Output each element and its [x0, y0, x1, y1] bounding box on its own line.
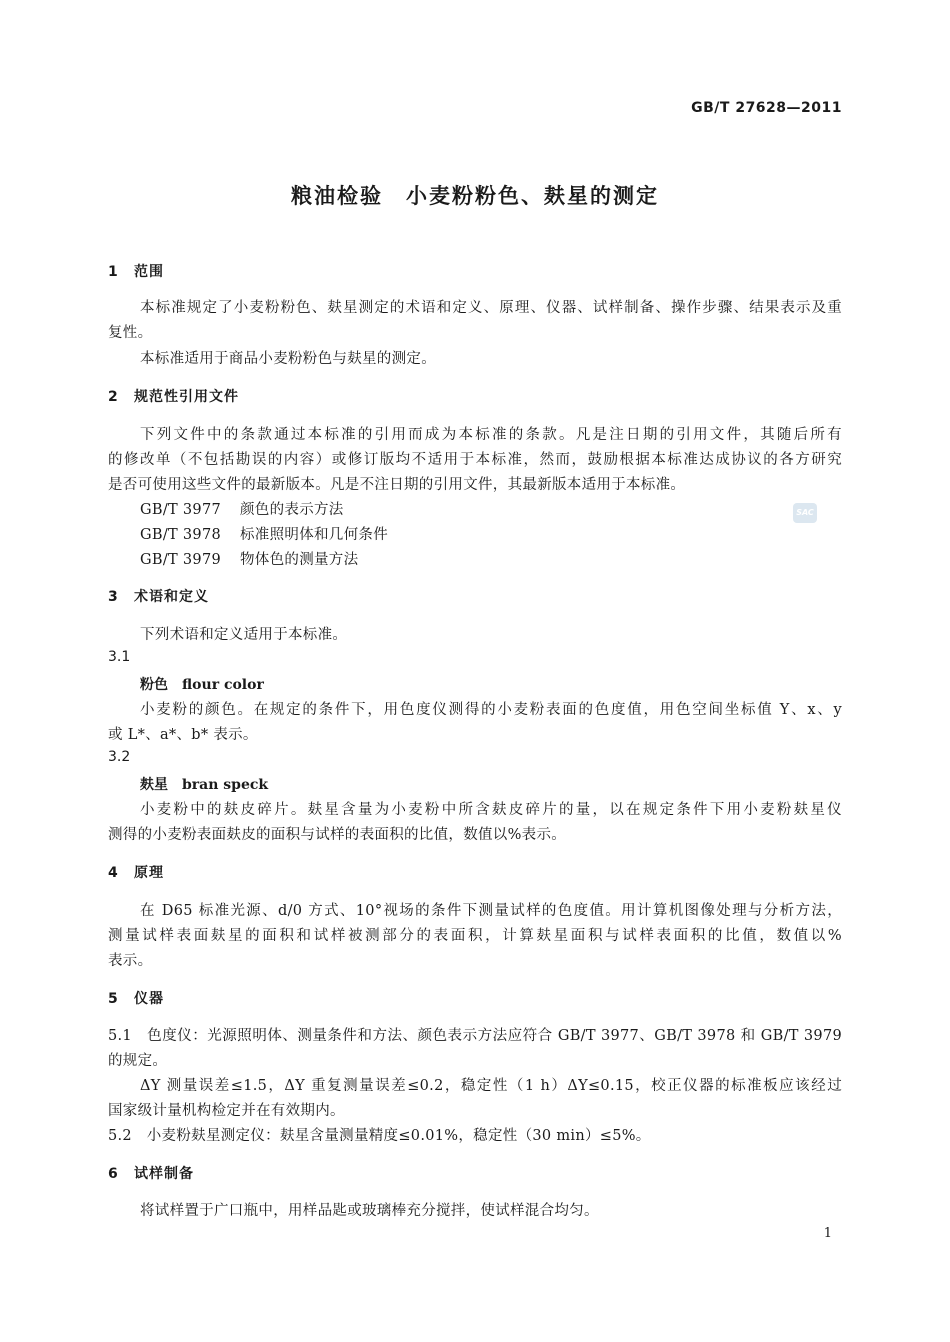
paragraph-line: 国家级计量机构检定并在有效期内。 [108, 1103, 345, 1119]
paragraph-line: 测得的小麦粉表面麸皮的面积与试样的表面积的比值，数值以%表示。 [108, 827, 567, 843]
paragraph-line: 的规定。 [108, 1053, 168, 1069]
sac-watermark-logo: SAC [793, 503, 817, 523]
section-number: 5 [108, 991, 119, 1007]
reference-item [140, 523, 388, 544]
term-zh: 粉色 [140, 677, 168, 693]
paragraph-line: 是否可使用这些文件的最新版本。凡是不注日期的引用文件，其最新版本适用于本标准。 [108, 477, 686, 493]
section-4-heading [108, 862, 164, 882]
paragraph-line: 或 L*、a*、b* 表示。 [108, 727, 258, 743]
paragraph: 本标准适用于商品小麦粉粉色与麸星的测定。 [140, 351, 436, 367]
paragraph-line: ΔY 测量误差≤1.5，ΔY 重复测量误差≤0.2，稳定性（1 h）ΔY≤0.15，校正仪器的标准板应该经过 [140, 1078, 842, 1094]
paragraph: 将试样置于广口瓶中，用样品匙或玻璃棒充分搅拌，使试样混合均匀。 [140, 1203, 599, 1219]
section-6-heading [108, 1163, 194, 1183]
paragraph-line: 下列文件中的条款通过本标准的引用而成为本标准的条款。凡是注日期的引用文件，其随后所有 [140, 427, 842, 443]
paragraph-line: 5.1 色度仪：光源照明体、测量条件和方法、颜色表示方法应符合 GB/T 3977、GB/T 3978 和 GB/T 3979 [108, 1028, 842, 1044]
section-5-heading [108, 988, 164, 1008]
section-title: 仪器 [134, 991, 164, 1007]
paragraph-line: 表示。 [108, 953, 153, 969]
reference-item [140, 548, 358, 569]
paragraph-line: 小麦粉中的麸皮碎片。麸星含量为小麦粉中所含麸皮碎片的量，以在规定条件下用小麦粉麸星仪 [140, 802, 842, 818]
section-number: 2 [108, 389, 119, 405]
reference-title: 标准照明体和几何条件 [240, 527, 388, 543]
standard-number: GB/T 27628—2011 [691, 100, 842, 116]
page-number: 1 [823, 1226, 832, 1241]
paragraph-line: 复性。 [108, 325, 153, 341]
paragraph: 下列术语和定义适用于本标准。 [140, 627, 348, 643]
section-1-heading [108, 261, 164, 281]
section-2-heading [108, 386, 239, 406]
term-number: 3.1 [108, 649, 131, 665]
reference-code: GB/T 3977 [140, 502, 222, 518]
section-title: 范围 [134, 264, 164, 280]
section-title: 原理 [134, 865, 164, 881]
reference-code: GB/T 3979 [140, 552, 222, 568]
reference-item [140, 498, 344, 519]
term-en: bran speck [182, 777, 269, 793]
reference-title: 颜色的表示方法 [240, 502, 344, 518]
section-number: 3 [108, 589, 119, 605]
reference-code: GB/T 3978 [140, 527, 222, 543]
section-number: 4 [108, 865, 119, 881]
paragraph-line: 小麦粉的颜色。在规定的条件下，用色度仪测得的小麦粉表面的色度值，用色空间坐标值 Y、x、y [140, 702, 842, 718]
paragraph-line: 测量试样表面麸星的面积和试样被测部分的表面积，计算麸星面积与试样表面积的比值，数值以% [108, 928, 842, 944]
term-heading [140, 674, 264, 694]
document-title: 粮油检验 小麦粉粉色、麸星的测定 [291, 184, 659, 208]
section-number: 6 [108, 1166, 119, 1182]
section-title: 术语和定义 [134, 589, 209, 605]
paragraph-line: 在 D65 标准光源、d/0 方式、10°视场的条件下测量试样的色度值。用计算机图像处理与分析方法， [140, 903, 842, 919]
section-title: 规范性引用文件 [134, 389, 239, 405]
paragraph-line: 的修改单（不包括勘误的内容）或修订版均不适用于本标准，然而，鼓励根据本标准达成协议的各方研究 [108, 452, 842, 468]
paragraph-line: 本标准规定了小麦粉粉色、麸星测定的术语和定义、原理、仪器、试样制备、操作步骤、结果表示及重 [140, 300, 842, 316]
section-title: 试样制备 [134, 1166, 194, 1182]
section-number: 1 [108, 264, 119, 280]
reference-title: 物体色的测量方法 [240, 552, 359, 568]
term-zh: 麸星 [140, 777, 168, 793]
term-number: 3.2 [108, 749, 131, 765]
paragraph: 5.2 小麦粉麸星测定仪：麸星含量测量精度≤0.01%，稳定性（30 min）≤5%。 [108, 1128, 651, 1144]
term-heading [140, 774, 268, 794]
term-en: flour color [182, 677, 264, 693]
section-3-heading [108, 586, 209, 606]
